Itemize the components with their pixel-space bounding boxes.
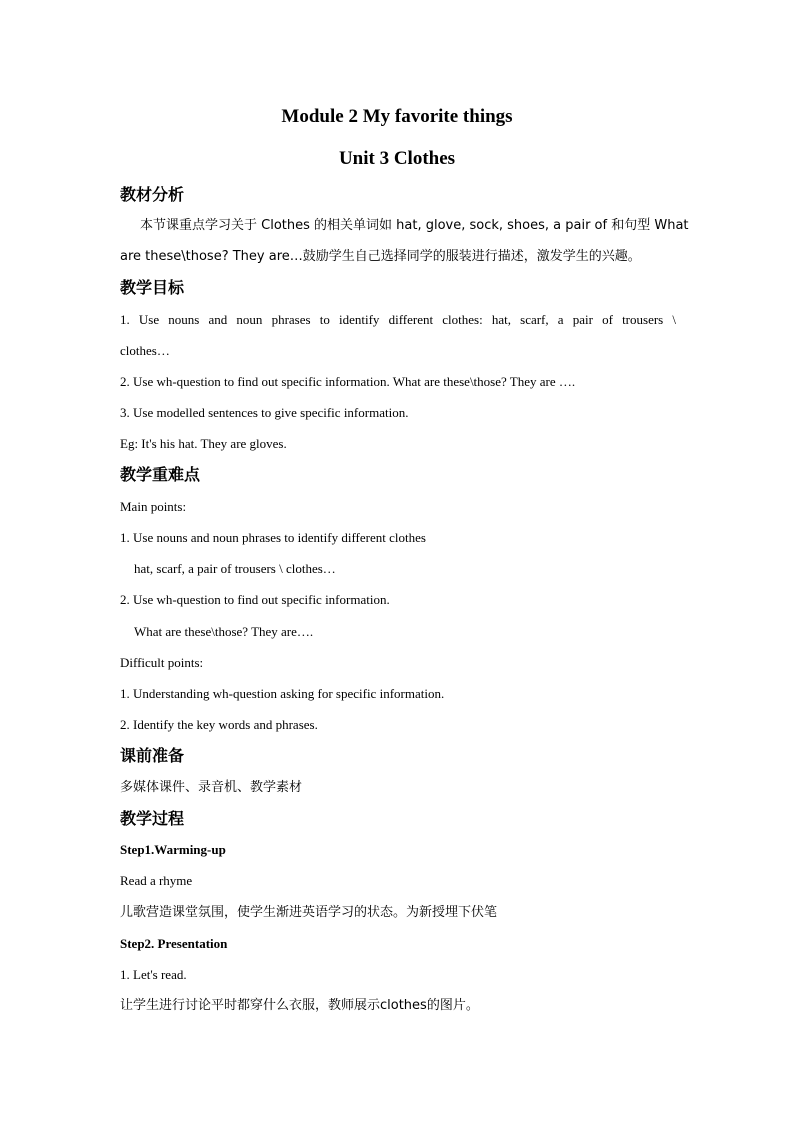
process-step-2-title: Step2. Presentation	[120, 936, 228, 951]
key-points-line-4: 2. Use wh-question to find out specific information.	[120, 592, 390, 607]
objectives-line-5: Eg: It's his hat. They are gloves.	[120, 436, 287, 451]
objectives-line-4: 3. Use modelled sentences to give specific information.	[120, 405, 409, 420]
key-points-line-2: 1. Use nouns and noun phrases to identify different clothes	[120, 530, 426, 545]
key-points-line-7: 1. Understanding wh-question asking for specific information.	[120, 686, 445, 701]
objectives-line-2: clothes…	[120, 343, 170, 358]
process-line-2: Read a rhyme	[120, 873, 193, 888]
document-subtitle: Unit 3 Clothes	[338, 148, 456, 169]
section-heading-analysis: 教材分析	[120, 185, 185, 204]
process-line-5: 1. Let's read.	[120, 967, 187, 982]
section-heading-key-points: 教学重难点	[120, 465, 201, 484]
process-line-6: 让学生进行讨论平时都穿什么衣服，教师展示clothes的图片。	[120, 998, 479, 1013]
section-heading-preparation: 课前准备	[120, 746, 185, 765]
preparation-line-1: 多媒体课件、录音机、教学素材	[120, 780, 303, 795]
section-heading-process: 教学过程	[120, 809, 185, 828]
document-title: Module 2 My favorite things	[281, 106, 513, 127]
key-points-line-6: Difficult points:	[120, 655, 204, 670]
key-points-line-1: Main points:	[120, 499, 187, 514]
objectives-line-1: 1. Use nouns and noun phrases to identify different clothes: hat, scarf, a pair of trousers \	[120, 312, 676, 327]
key-points-line-5: What are these\those? They are….	[134, 624, 314, 639]
key-points-line-8: 2. Identify the key words and phrases.	[120, 717, 318, 732]
analysis-line-2: are these\those? They are…鼓励学生自己选择同学的服装进行描述，激发学生的兴趣。	[120, 249, 641, 264]
process-step-1-title: Step1.Warming-up	[120, 842, 226, 857]
process-line-3: 儿歌营造课堂氛围，使学生渐进英语学习的状态。为新授埋下伏笔	[120, 905, 498, 920]
objectives-line-3: 2. Use wh-question to find out specific information. What are these\those? They are ….	[120, 374, 576, 389]
key-points-line-3: hat, scarf, a pair of trousers \ clothes…	[134, 561, 336, 576]
section-heading-objectives: 教学目标	[120, 278, 185, 297]
analysis-line-1: 本节课重点学习关于 Clothes 的相关单词如 hat, glove, sock, shoes, a pair of 和句型 What	[140, 218, 689, 233]
